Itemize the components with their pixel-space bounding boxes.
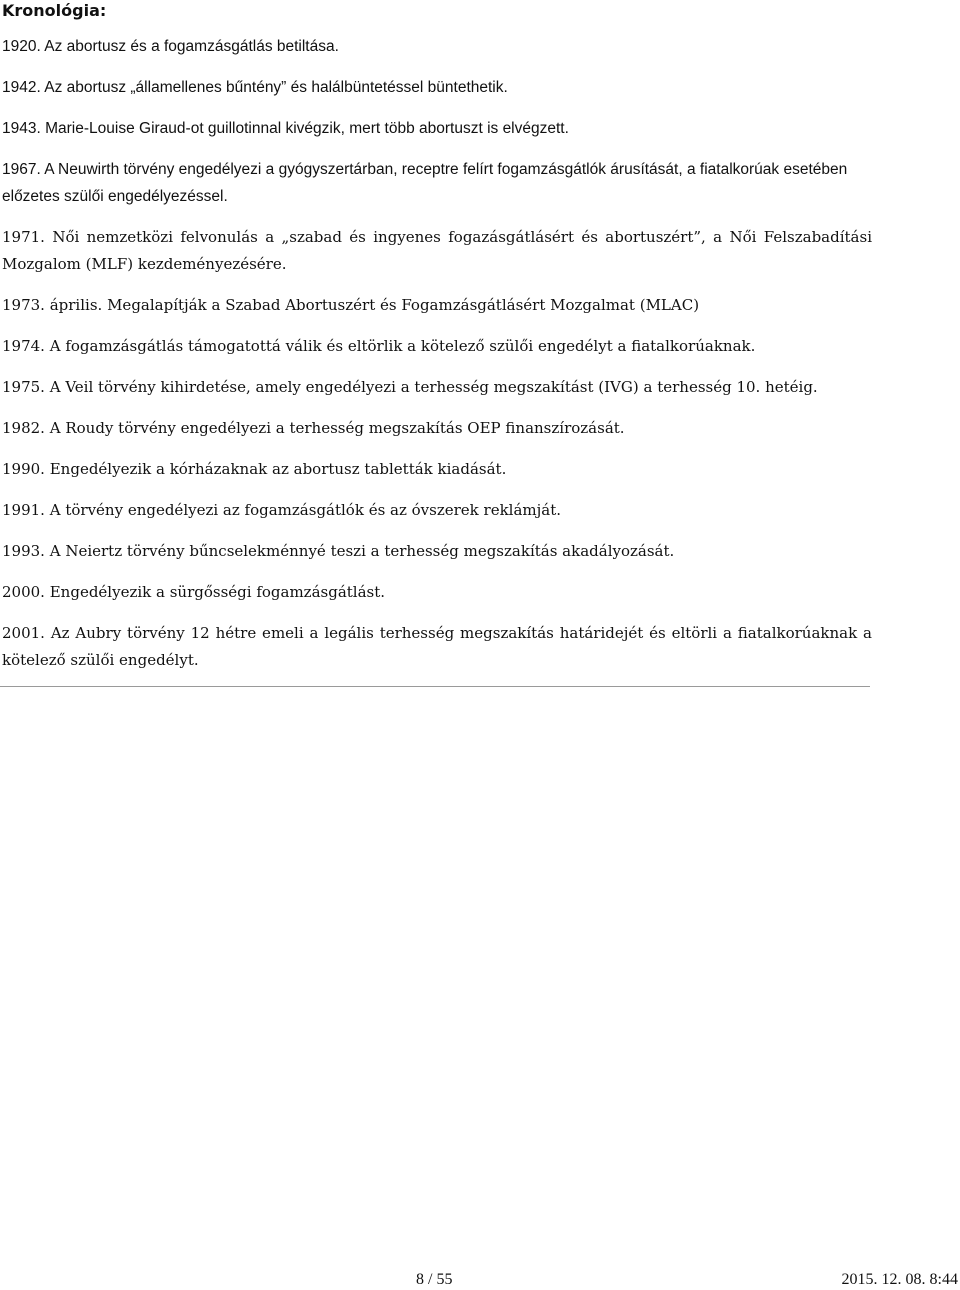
timeline-entry [2, 415, 872, 442]
timeline-entry [2, 620, 872, 674]
horizontal-divider [0, 686, 870, 687]
entry-text: A törvény engedélyezi az fogamzásgátlók és az óvszerek reklámját. [49, 501, 562, 519]
timeline-entry [2, 579, 872, 606]
page-title: Kronológia: [2, 1, 107, 20]
timeline-entry [2, 456, 872, 483]
entry-year: 1975. [2, 378, 45, 396]
timeline-entry [2, 74, 872, 101]
entry-text: Marie-Louise Giraud-ot guillotinnal kivégzik, mert több abortuszt is elvégzett. [45, 120, 569, 137]
entry-text: A Veil törvény kihirdetése, amely engedélyezi a terhesség megszakítást (IVG) a terhesség 10. hetéig. [49, 378, 818, 396]
print-timestamp: 2015. 12. 08. 8:44 [841, 1271, 958, 1288]
timeline-entry [2, 156, 872, 210]
timeline-entry [2, 115, 872, 142]
entry-text: A Neiertz törvény bűncselekménnyé teszi a terhesség megszakítás akadályozását. [49, 542, 675, 560]
entry-text: Az abortusz „államellenes bűntény” és halálbüntetéssel büntethetik. [44, 79, 508, 96]
entry-year: 1982. [2, 419, 45, 437]
entry-text: Engedélyezik a sürgősségi fogamzásgátlást. [49, 583, 386, 601]
entry-year: 2000. [2, 583, 45, 601]
entry-year: 1991. [2, 501, 45, 519]
entry-year: 1967. [2, 161, 41, 178]
entry-text: Megalapítják a Szabad Abortuszért és Fogamzásgátlásért Mozgalmat (MLAC) [107, 296, 700, 314]
timeline-entry [2, 33, 872, 60]
entry-text: Női nemzetközi felvonulás a „szabad és ingyenes fogazásgátlásért és abortuszért”, a Női Felszabadítási Mozgalom (MLF) kezdeményezésére. [2, 228, 872, 273]
chronology-list [2, 33, 872, 688]
timeline-entry [2, 538, 872, 565]
entry-year: 1971. [2, 228, 45, 246]
entry-year: 2001. [2, 624, 45, 642]
timeline-entry [2, 333, 872, 360]
entry-year: 1993. [2, 542, 45, 560]
timeline-entry [2, 497, 872, 524]
entry-text: A Neuwirth törvény engedélyezi a gyógyszertárban, receptre felírt fogamzásgátlók árusítását, a fiatalkorúak esetében előzetes szülői engedélyezéssel. [2, 161, 848, 205]
entry-year: 1920. [2, 38, 41, 55]
timeline-entry [2, 292, 872, 319]
entry-year: 1990. [2, 460, 45, 478]
entry-text: A fogamzásgátlás támogatottá válik és eltörlik a kötelező szülői engedélyt a fiatalkorúaknak. [49, 337, 756, 355]
entry-year: 1974. [2, 337, 45, 355]
entry-text: Engedélyezik a kórházaknak az abortusz tabletták kiadását. [49, 460, 507, 478]
entry-year: 1943. [2, 120, 41, 137]
page-number: 8 / 55 [416, 1271, 453, 1288]
entry-text: Az abortusz és a fogamzásgátlás betiltása. [44, 38, 339, 55]
entry-year: 1942. [2, 79, 41, 96]
entry-text: A Roudy törvény engedélyezi a terhesség megszakítás OEP finanszírozását. [49, 419, 625, 437]
timeline-entry [2, 374, 872, 401]
entry-year: 1973. április. [2, 296, 103, 314]
timeline-entry [2, 224, 872, 278]
entry-text: Az Aubry törvény 12 hétre emeli a legális terhesség megszakítás határidejét és eltörli a fiatalkorúaknak a kötelező szülői engedélyt. [2, 624, 872, 669]
